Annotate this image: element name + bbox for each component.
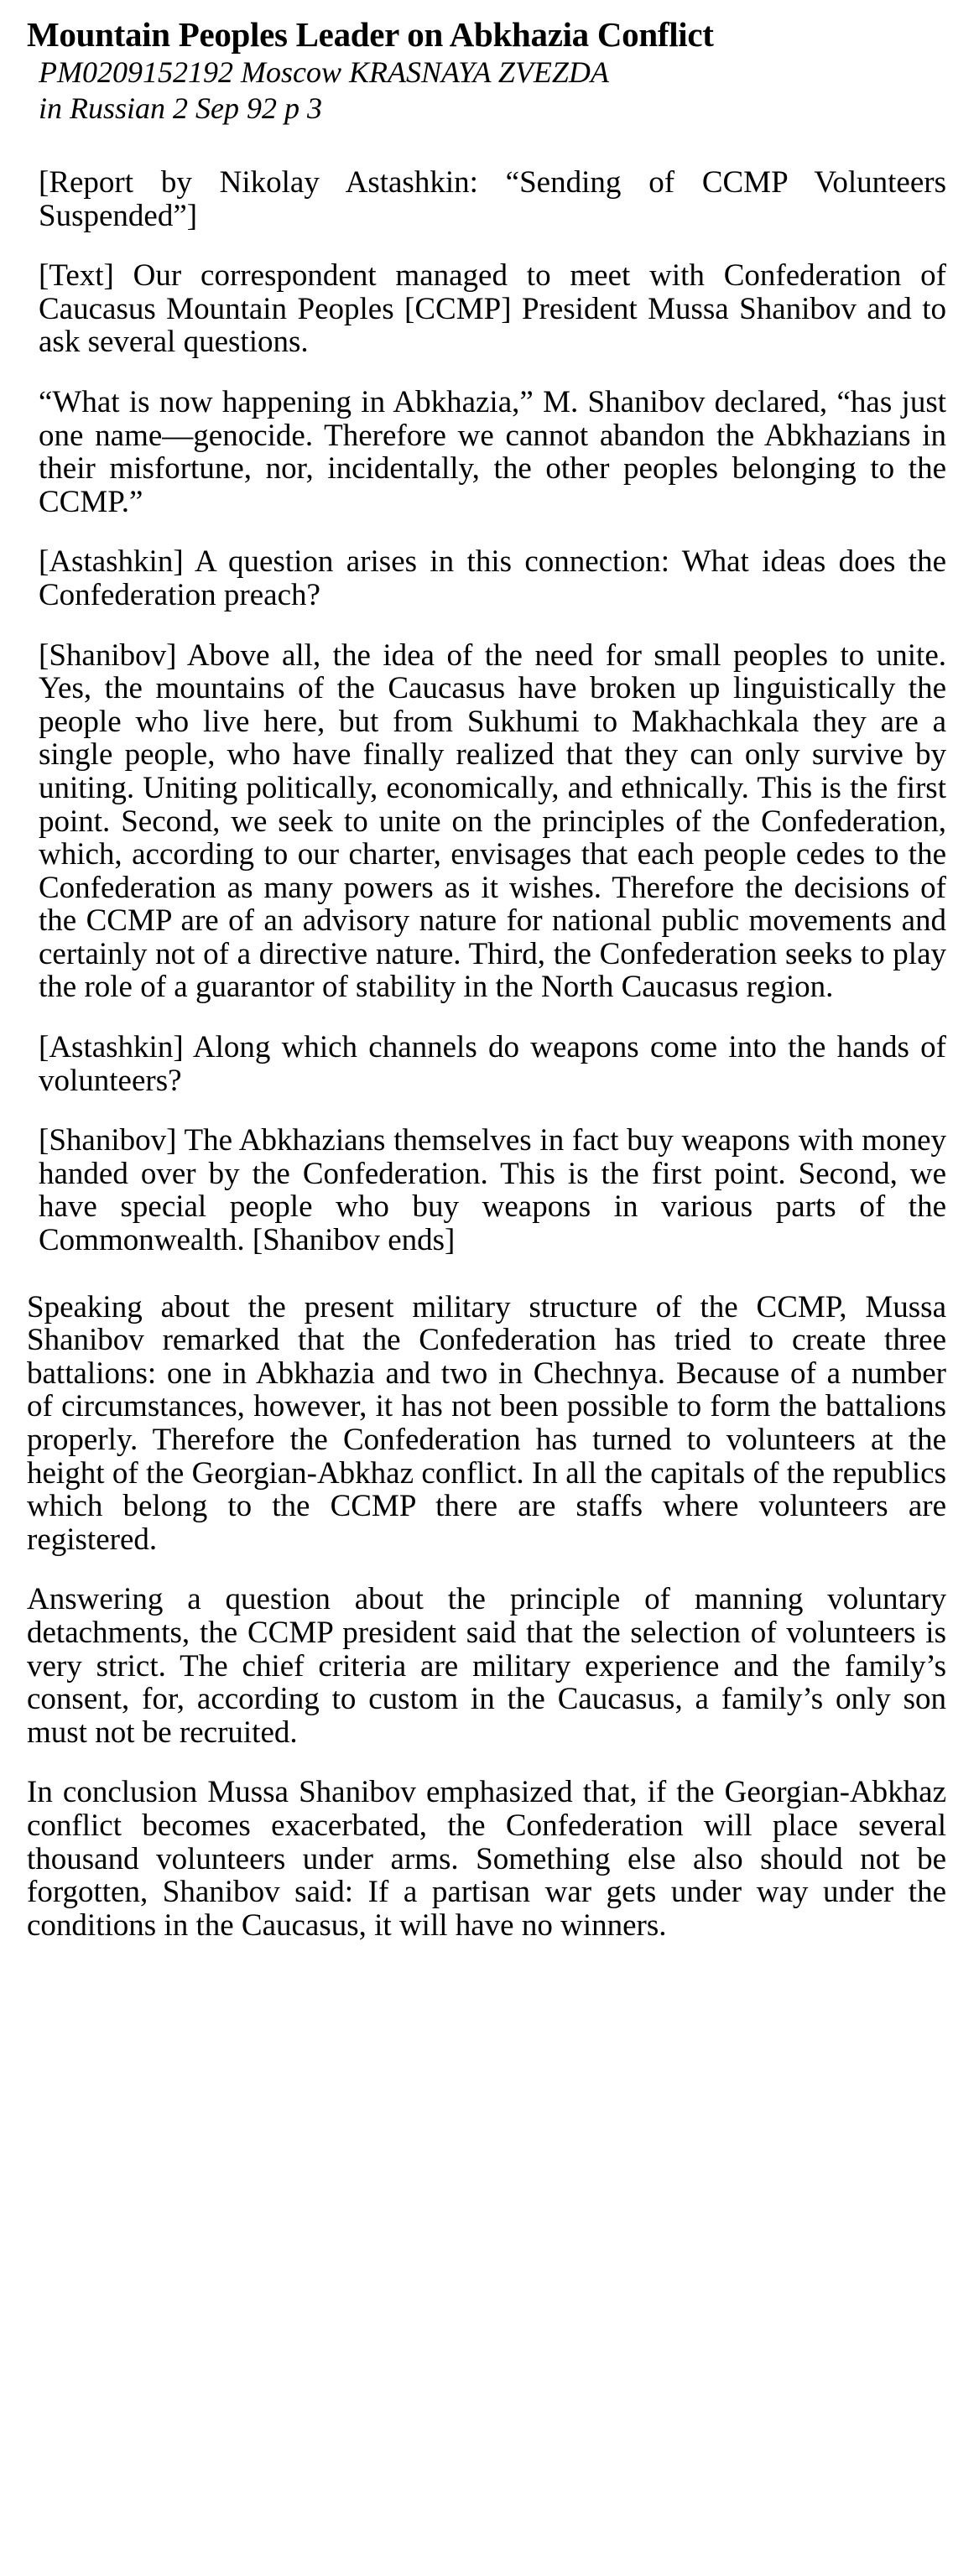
body-paragraph: In conclusion Mussa Shanibov emphasized that, if the Georgian-Abkhaz conflict becomes exacerbated, the Confederation will place several thousand volunteers under arms. Something else also should not be forgotten, Shanibov said: If a partisan war gets under way under the conditions in the Caucasus, it will have no winners. bbox=[27, 1775, 946, 1943]
interview-paragraph: “What is now happening in Abkhazia,” M. Shanibov declared, “has just one name—genocide. Therefore we cannot abandon the Abkhazians in their misfortune, nor, incidentally, the other peoples belonging to the CCMP.” bbox=[39, 384, 946, 519]
report-body bbox=[27, 1291, 953, 1943]
interview-answer: [Shanibov] The Abkhazians themselves in fact buy weapons with money handed over by the Confederation. This is the first point. Second, we have special people who buy weapons in various parts of the Commonwealth. [Shanibov ends] bbox=[39, 1123, 946, 1258]
body-paragraph: Speaking about the present military structure of the CCMP, Mussa Shanibov remarked that the Confederation has tried to create three battalions: one in Abkhazia and two in Chechnya. Because of a number of circumstances, however, it has not been possible to form the battalions properly. Therefore the Confederation has turned to volunteers at the height of the Georgian-Abkhaz conflict. In all the capitals of the republics which belong to the CCMP there are staffs where volunteers are registered. bbox=[27, 1289, 946, 1557]
interview-answer: [Shanibov] Above all, the idea of the need for small peoples to unite. Yes, the mountains of the Caucasus have broken up linguistically the people who live here, but from Sukhumi to Makhachkala they are a single people, who have finally realized that they can only survive by uniting. Uniting politically, economically, and ethnically. This is the first point. Second, we seek to unite on the principles of the Confederation, which, according to our charter, envisages that each people cedes to the Confederation as many powers as it wishes. Therefore the decisions of the CCMP are of an advisory nature for national public movements and certainly not of a directive nature. Third, the Confederation seeks to play the role of a guarantor of stability in the North Caucasus region. bbox=[39, 637, 946, 1005]
date-line: in Russian 2 Sep 92 p 3 bbox=[39, 91, 322, 125]
source-line: PM0209152192 Moscow KRASNAYA ZVEZDA bbox=[39, 55, 609, 89]
report-byline: [Report by Nikolay Astashkin: “Sending of CCMP Volunteers Suspended”] bbox=[39, 165, 946, 233]
article-title: Mountain Peoples Leader on Abkhazia Conflict bbox=[27, 15, 714, 54]
interview-paragraph: [Text] Our correspondent managed to meet with Confederation of Caucasus Mountain Peoples [CCMP] President Mussa Shanibov and to ask several questions. bbox=[39, 258, 946, 360]
body-paragraph: Answering a question about the principle of manning voluntary detachments, the CCMP president said that the selection of volunteers is very strict. The chief criteria are military experience and the family’s consent, for, according to custom in the Caucasus, a family’s only son must not be recruited. bbox=[27, 1582, 946, 1750]
interview-question: [Astashkin] Along which channels do weapons come into the hands of volunteers? bbox=[39, 1030, 946, 1098]
interview-question: [Astashkin] A question arises in this connection: What ideas does the Confederation preach? bbox=[39, 544, 946, 612]
interview-section bbox=[27, 166, 953, 1257]
